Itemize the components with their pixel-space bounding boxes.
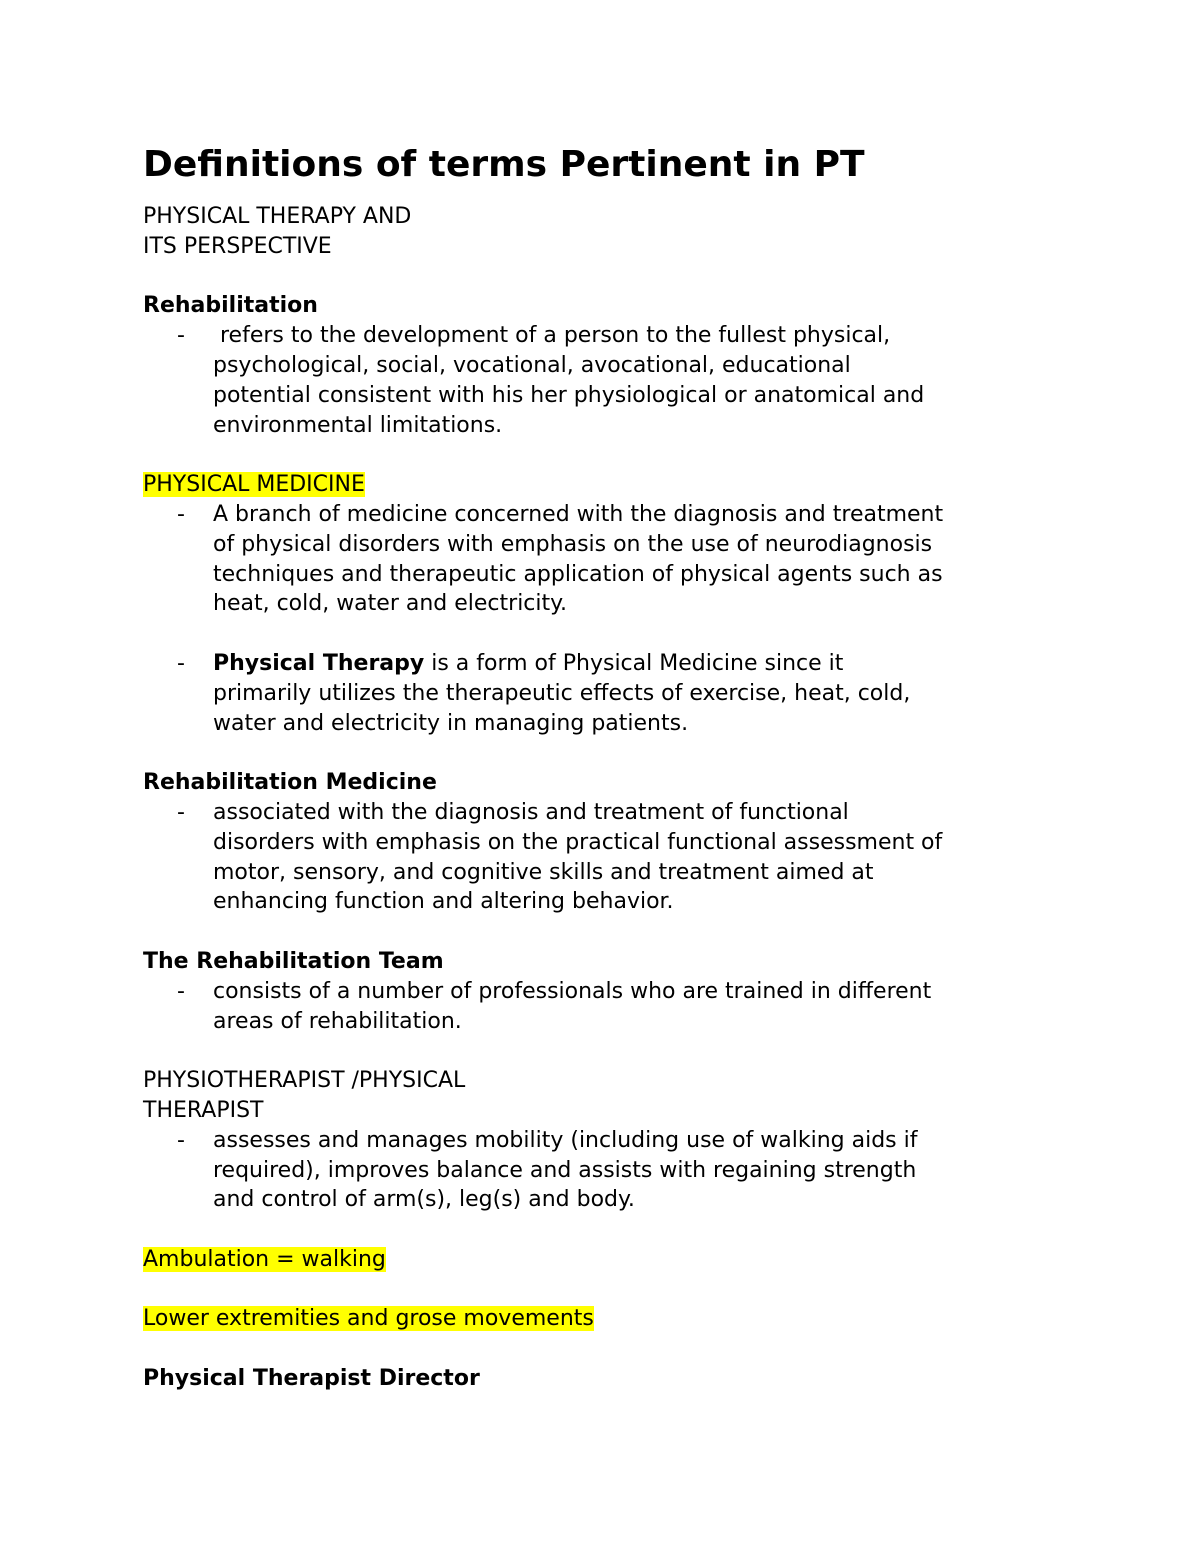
bullet-item <box>143 649 1073 738</box>
section-heading-rehabilitation-medicine: Rehabilitation Medicine <box>143 770 437 796</box>
section-heading-rehabilitation-team: The Rehabilitation Team <box>143 948 444 974</box>
bullet-dash: - <box>177 323 185 349</box>
bullet-line: enhancing function and altering behavior. <box>213 889 674 915</box>
intro-heading <box>143 202 1073 262</box>
bullet-item <box>143 321 1073 440</box>
bullet-line: potential consistent with his her physiological or anatomical and <box>213 382 925 408</box>
bullet-line: heat, cold, water and electricity. <box>213 591 568 617</box>
document-title: Definitions of terms Pertinent in PT <box>143 144 865 185</box>
section-heading-physical-medicine: PHYSICAL MEDICINE <box>143 472 365 498</box>
bullet-line: refers to the development of a person to the fullest physical, <box>213 323 891 349</box>
bullet-item <box>143 500 1073 619</box>
bullet-line: environmental limitations. <box>213 412 503 438</box>
bullet-line: psychological, social, vocational, avocational, educational <box>213 352 851 378</box>
bullet-line: associated with the diagnosis and treatment of functional <box>213 799 849 825</box>
bullet-line <box>213 649 1073 679</box>
bullet-line: primarily utilizes the therapeutic effects of exercise, heat, cold, <box>213 680 911 706</box>
highlight-lower-extremities: Lower extremities and grose movements <box>143 1306 594 1332</box>
bullet-dash: - <box>177 978 185 1004</box>
bullet-dash: - <box>177 1127 185 1153</box>
highlight-ambulation: Ambulation = walking <box>143 1246 386 1272</box>
bullet-item <box>143 1126 1073 1215</box>
bullet-line: required), improves balance and assists with regaining strength <box>213 1157 917 1183</box>
intro-line: PHYSICAL THERAPY AND <box>143 204 412 229</box>
bullet-line-rest: is a form of Physical Medicine since it <box>424 650 844 676</box>
bullet-line: A branch of medicine concerned with the diagnosis and treatment <box>213 501 944 527</box>
bullet-line: water and electricity in managing patients. <box>213 710 689 736</box>
document-page <box>143 138 1073 1394</box>
bullet-dash: - <box>177 650 185 676</box>
bold-term-physical-therapy: Physical Therapy <box>213 650 425 676</box>
bullet-line: motor, sensory, and cognitive skills and treatment aimed at <box>213 859 874 885</box>
bullet-line: of physical disorders with emphasis on the use of neurodiagnosis <box>213 531 933 557</box>
bullet-dash: - <box>177 501 185 527</box>
section-heading-director: Physical Therapist Director <box>143 1366 480 1392</box>
bullet-line: assesses and manages mobility (including use of walking aids if <box>213 1127 918 1153</box>
bullet-dash: - <box>177 799 185 825</box>
bullet-line: consists of a number of professionals who are trained in different <box>213 978 932 1004</box>
section-heading-physiotherapist <box>143 1066 1073 1126</box>
bullet-item <box>143 798 1073 917</box>
bullet-line: disorders with emphasis on the practical functional assessment of <box>213 829 943 855</box>
bullet-item <box>143 977 1073 1037</box>
bullet-line: and control of arm(s), leg(s) and body. <box>213 1187 635 1213</box>
bullet-line: areas of rehabilitation. <box>213 1008 462 1034</box>
heading-line: THERAPIST <box>143 1097 264 1123</box>
heading-line: PHYSIOTHERAPIST /PHYSICAL <box>143 1068 466 1094</box>
bullet-line: techniques and therapeutic application of physical agents such as <box>213 561 943 587</box>
intro-line: ITS PERSPECTIVE <box>143 233 332 259</box>
section-heading-rehabilitation: Rehabilitation <box>143 293 318 319</box>
